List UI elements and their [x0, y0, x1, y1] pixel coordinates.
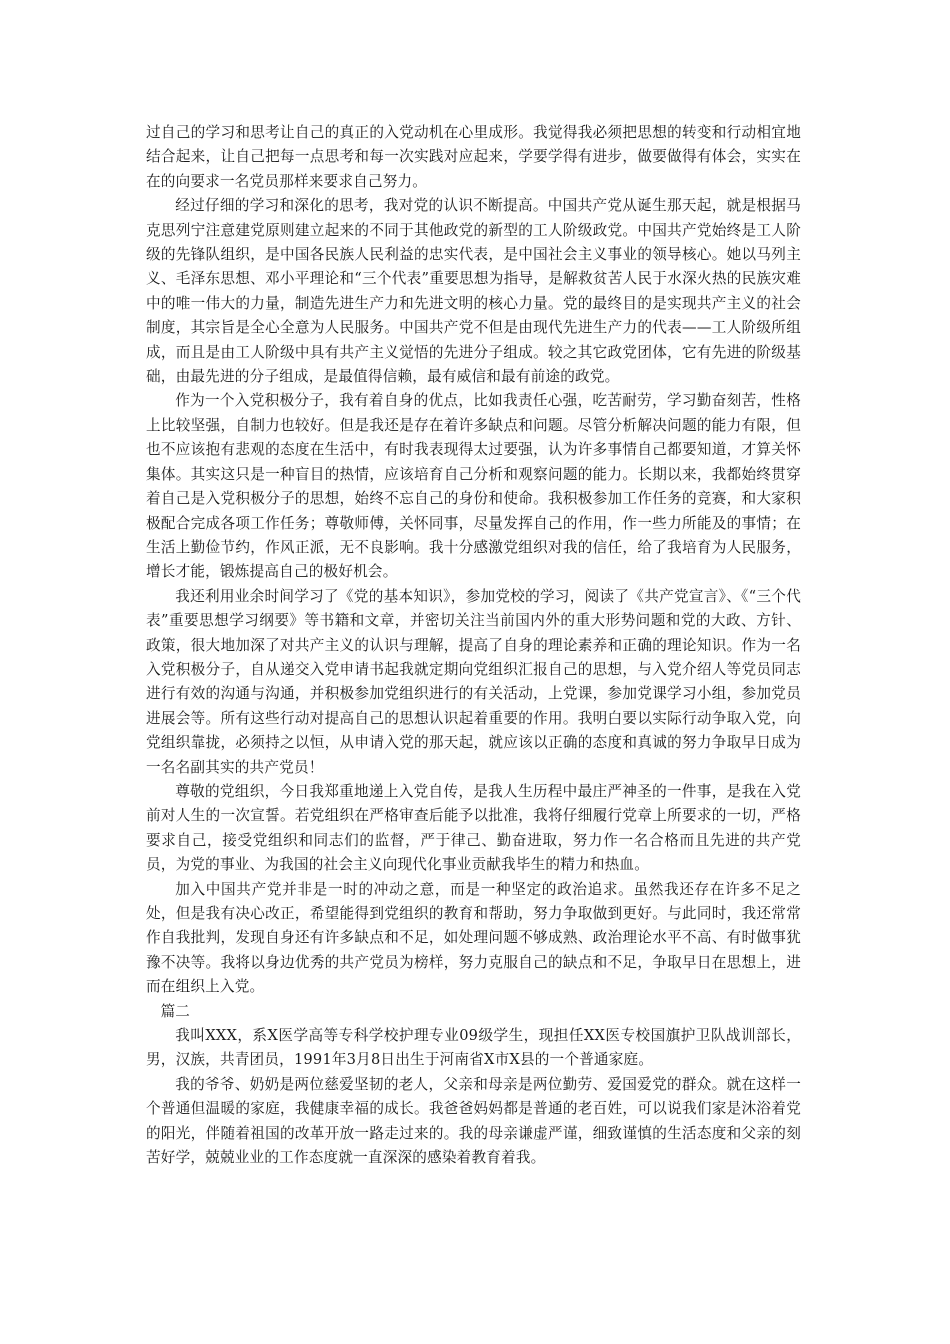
body-paragraph: 我还利用业余时间学习了《党的基本知识》，参加党校的学习，阅读了《共产党宣言》、《“三个代表”重要思想学习纲要》等书籍和文章，并密切关注当前国内外的重大形势问题和党的大政、方针、政策，很大地加深了对共产主义的认识与理解，提高了自身的理论素养和正确的理论知识。作为一名入党积极分子，自从递交入党申请书起我就定期向党组织汇报自己的思想，与入党介绍人等党员同志进行有效的沟通与沟通，并积极参加党组织进行的有关活动，上党课，参加党课学习小组，参加党员进展会等。所有这些行动对提高自己的思想认识起着重要的作用。我明白要以实际行动争取入党，向党组织靠拢，必须持之以恒，从申请入党的那天起，就应该以正确的态度和真诚的努力争取早日成为一名名副其实的共产党员！ — [146, 587, 801, 776]
body-paragraph: 作为一个入党积极分子，我有着自身的优点，比如我责任心强，吃苦耐劳，学习勤奋刻苦，性格上比较坚强，自制力也较好。但是我还是存在着许多缺点和问题。尽管分析解决问题的能力有限，但也不应该抱有悲观的态度在生活中，有时我表现得太过要强，认为许多事情自己都要知道，才算关怀集体。其实这只是一种盲目的热情，应该培育自己分析和观察问题的能力。长期以来，我都始终贯穿着自己是入党积极分子的思想，始终不忘自己的身份和使命。我积极参加工作任务的竞赛，和大家积极配合完成各项工作任务；尊敬师傅，关怀同事，尽量发挥自己的作用，作一些力所能及的事情；在生活上勤俭节约，作风正派，无不良影响。我十分感激党组织对我的信任，给了我培育为人民服务，增长才能，锻炼提高自己的极好机会。 — [146, 392, 801, 581]
body-paragraph: 加入中国共产党并非是一时的冲动之意，而是一种坚定的政治追求。虽然我还存在许多不足之处，但是我有决心改正，希望能得到党组织的教育和帮助，努力争取做到更好。与此同时，我还常常作自我批判，发现自身还有许多缺点和不足，如处理问题不够成熟、政治理论水平不高、有时做事犹豫不决等。我将以身边优秀的共产党员为榜样，努力克服自己的缺点和不足，争取早日在思想上，进而在组织上入党。 — [146, 880, 801, 996]
body-paragraph: 我的爷爷、奶奶是两位慈爱坚韧的老人，父亲和母亲是两位勤劳、爱国爱党的群众。就在这样一个普通但温暖的家庭，我健康幸福的成长。我爸爸妈妈都是普通的老百姓，可以说我们家是沐浴着党的阳光，伴随着祖国的改革开放一路走过来的。我的母亲谦虚严谨，细致谨慎的生活态度和父亲的刻苦好学，兢兢业业的工作态度就一直深深的感染着教育着我。 — [146, 1075, 801, 1167]
body-paragraph: 经过仔细的学习和深化的思考，我对党的认识不断提高。中国共产党从诞生那天起，就是根据马克思列宁注意建党原则建立起来的不同于其他政党的新型的工人阶级政党。中国共产党始终是工人阶级的先锋队组织，是中国各民族人民利益的忠实代表，是中国社会主义事业的领导核心。她以马列主义、毛泽东思想、邓小平理论和“三个代表”重要思想为指导，是解救贫苦人民于水深火热的民族灾难中的唯一伟大的力量，制造先进生产力和先进文明的核心力量。党的最终目的是实现共产主义的社会制度，其宗旨是全心全意为人民服务。中国共产党不但是由现代先进生产力的代表——工人阶级所组成，而且是由工人阶级中具有共产主义觉悟的先进分子组成。较之其它政党团体，它有先进的阶级基础，由最先进的分子组成，是最值得信赖，最有威信和最有前途的政党。 — [146, 197, 801, 386]
body-paragraph: 我叫XXX，系X医学高等专科学校护理专业09级学生，现担任XX医专校国旗护卫队战训部长，男，汉族，共青团员，1991年3月8日出生于河南省X市X县的一个普通家庭。 — [146, 1027, 801, 1069]
document-page — [146, 121, 801, 1170]
body-paragraph: 过自己的学习和思考让自己的真正的入党动机在心里成形。我觉得我必须把思想的转变和行动相宜地结合起来，让自己把每一点思考和每一次实践对应起来，学要学得有进步，做要做得有体会，实实在在的向要求一名党员那样来要求自己努力。 — [146, 124, 801, 190]
body-paragraph: 尊敬的党组织，今日我郑重地递上入党自传，是我人生历程中最庄严神圣的一件事，是我在入党前对人生的一次宣誓。若党组织在严格审查后能予以批准，我将仔细履行党章上所要求的一切，严格要求自己，接受党组织和同志们的监督，严于律己、勤奋进取，努力作一名合格而且先进的共产党员，为党的事业、为我国的社会主义向现代化事业贡献我毕生的精力和热血。 — [146, 782, 801, 874]
section-heading: 篇二 — [160, 1002, 190, 1020]
